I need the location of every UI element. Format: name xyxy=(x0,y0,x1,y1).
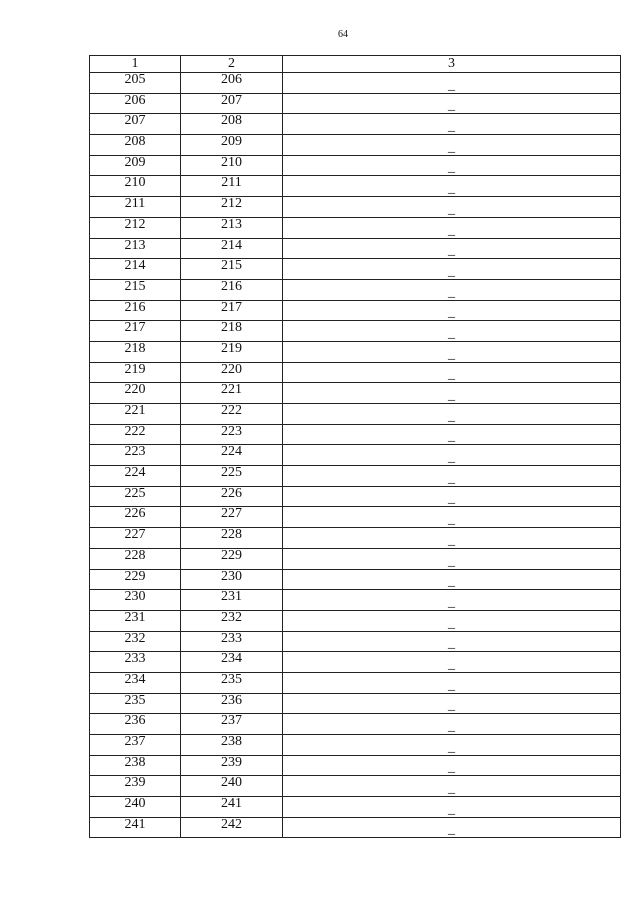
table-row xyxy=(90,528,621,549)
table-cell-col-2: 212 xyxy=(181,197,283,218)
table-cell-col-1: 220 xyxy=(90,383,181,404)
table-cell-col-3: _ xyxy=(283,693,621,714)
table-cell-col-2: 215 xyxy=(181,259,283,280)
table-row xyxy=(90,321,621,342)
table-cell-col-2: 239 xyxy=(181,755,283,776)
table-cell-col-1: 211 xyxy=(90,197,181,218)
table-row xyxy=(90,404,621,425)
table-cell-col-2: 237 xyxy=(181,714,283,735)
table-row xyxy=(90,507,621,528)
table-cell-col-3: _ xyxy=(283,755,621,776)
table-cell-col-1: 221 xyxy=(90,404,181,425)
table-row xyxy=(90,486,621,507)
table-cell-col-2: 220 xyxy=(181,362,283,383)
table-cell-col-2: 240 xyxy=(181,776,283,797)
table-row xyxy=(90,217,621,238)
table-row xyxy=(90,73,621,94)
table-row xyxy=(90,610,621,631)
page-number: 64 xyxy=(338,29,348,40)
table-cell-col-2: 224 xyxy=(181,445,283,466)
table-cell-col-2: 206 xyxy=(181,73,283,94)
table-cell-col-2: 217 xyxy=(181,300,283,321)
table-cell-col-3: _ xyxy=(283,197,621,218)
table-cell-col-2: 225 xyxy=(181,466,283,487)
table-cell-col-2: 235 xyxy=(181,672,283,693)
table-cell-col-2: 222 xyxy=(181,404,283,425)
table-row xyxy=(90,197,621,218)
table-cell-col-3: _ xyxy=(283,321,621,342)
table-cell-col-3: _ xyxy=(283,73,621,94)
table-row xyxy=(90,114,621,135)
table-row xyxy=(90,776,621,797)
table-cell-col-3: _ xyxy=(283,548,621,569)
table-cell-col-1: 212 xyxy=(90,217,181,238)
table-cell-col-3: _ xyxy=(283,362,621,383)
table-cell-col-1: 227 xyxy=(90,528,181,549)
table-row xyxy=(90,548,621,569)
table-row xyxy=(90,755,621,776)
table-cell-col-3: _ xyxy=(283,383,621,404)
table-row xyxy=(90,735,621,756)
table-cell-col-2: 207 xyxy=(181,93,283,114)
column-header-2: 2 xyxy=(181,56,283,73)
table-row xyxy=(90,238,621,259)
table-cell-col-3: _ xyxy=(283,155,621,176)
table-cell-col-1: 210 xyxy=(90,176,181,197)
table-cell-col-3: _ xyxy=(283,259,621,280)
table-cell-col-1: 228 xyxy=(90,548,181,569)
table-cell-col-3: _ xyxy=(283,631,621,652)
table-row xyxy=(90,362,621,383)
table-cell-col-1: 233 xyxy=(90,652,181,673)
table-cell-col-3: _ xyxy=(283,445,621,466)
table-cell-col-3: _ xyxy=(283,610,621,631)
table-cell-col-3: _ xyxy=(283,797,621,818)
table-cell-col-2: 211 xyxy=(181,176,283,197)
table-cell-col-1: 240 xyxy=(90,797,181,818)
table-cell-col-1: 239 xyxy=(90,776,181,797)
table-cell-col-2: 231 xyxy=(181,590,283,611)
table-cell-col-1: 219 xyxy=(90,362,181,383)
table-cell-col-1: 215 xyxy=(90,279,181,300)
table-row xyxy=(90,590,621,611)
table-row xyxy=(90,155,621,176)
table-row xyxy=(90,424,621,445)
table-cell-col-1: 209 xyxy=(90,155,181,176)
table-cell-col-1: 229 xyxy=(90,569,181,590)
table-cell-col-1: 218 xyxy=(90,341,181,362)
table-cell-col-2: 208 xyxy=(181,114,283,135)
table-row xyxy=(90,176,621,197)
table-cell-col-3: _ xyxy=(283,93,621,114)
table-cell-col-3: _ xyxy=(283,486,621,507)
table-cell-col-1: 238 xyxy=(90,755,181,776)
table-cell-col-3: _ xyxy=(283,341,621,362)
table-cell-col-1: 205 xyxy=(90,73,181,94)
table-cell-col-3: _ xyxy=(283,279,621,300)
table-cell-col-2: 227 xyxy=(181,507,283,528)
table-cell-col-3: _ xyxy=(283,424,621,445)
table-cell-col-1: 224 xyxy=(90,466,181,487)
table-row xyxy=(90,259,621,280)
table-cell-col-3: _ xyxy=(283,114,621,135)
table-cell-col-1: 225 xyxy=(90,486,181,507)
table-cell-col-1: 207 xyxy=(90,114,181,135)
table-cell-col-2: 241 xyxy=(181,797,283,818)
table-cell-col-1: 226 xyxy=(90,507,181,528)
table-row xyxy=(90,466,621,487)
table-cell-col-1: 208 xyxy=(90,135,181,156)
table-cell-col-3: _ xyxy=(283,714,621,735)
table-cell-col-3: _ xyxy=(283,404,621,425)
table-cell-col-1: 232 xyxy=(90,631,181,652)
table-header xyxy=(90,56,621,73)
table-cell-col-3: _ xyxy=(283,817,621,838)
header-row xyxy=(90,56,621,73)
table-cell-col-2: 210 xyxy=(181,155,283,176)
table-cell-col-2: 213 xyxy=(181,217,283,238)
table-cell-col-1: 231 xyxy=(90,610,181,631)
table-row xyxy=(90,341,621,362)
table-cell-col-2: 221 xyxy=(181,383,283,404)
table-row xyxy=(90,672,621,693)
table-row xyxy=(90,569,621,590)
table-cell-col-2: 230 xyxy=(181,569,283,590)
table-row xyxy=(90,135,621,156)
table-cell-col-3: _ xyxy=(283,300,621,321)
table-cell-col-2: 216 xyxy=(181,279,283,300)
table-cell-col-2: 229 xyxy=(181,548,283,569)
table-row xyxy=(90,693,621,714)
table-cell-col-3: _ xyxy=(283,569,621,590)
table-cell-col-2: 234 xyxy=(181,652,283,673)
table-cell-col-1: 241 xyxy=(90,817,181,838)
table-cell-col-3: _ xyxy=(283,507,621,528)
data-table xyxy=(89,55,621,838)
table-cell-col-3: _ xyxy=(283,776,621,797)
table-cell-col-2: 232 xyxy=(181,610,283,631)
table-row xyxy=(90,383,621,404)
table-cell-col-3: _ xyxy=(283,238,621,259)
table-row xyxy=(90,817,621,838)
table-row xyxy=(90,652,621,673)
table-cell-col-2: 228 xyxy=(181,528,283,549)
table-cell-col-3: _ xyxy=(283,652,621,673)
table-cell-col-2: 233 xyxy=(181,631,283,652)
table-cell-col-2: 226 xyxy=(181,486,283,507)
table-cell-col-3: _ xyxy=(283,590,621,611)
table-cell-col-1: 236 xyxy=(90,714,181,735)
table-cell-col-3: _ xyxy=(283,466,621,487)
table-cell-col-3: _ xyxy=(283,672,621,693)
column-header-3: 3 xyxy=(283,56,621,73)
table-cell-col-2: 236 xyxy=(181,693,283,714)
table-row xyxy=(90,714,621,735)
table-cell-col-2: 223 xyxy=(181,424,283,445)
table-row xyxy=(90,797,621,818)
table-cell-col-1: 234 xyxy=(90,672,181,693)
table-cell-col-1: 217 xyxy=(90,321,181,342)
table-cell-col-3: _ xyxy=(283,528,621,549)
table-cell-col-3: _ xyxy=(283,735,621,756)
table-cell-col-1: 235 xyxy=(90,693,181,714)
table-row xyxy=(90,631,621,652)
table-cell-col-1: 237 xyxy=(90,735,181,756)
table-cell-col-1: 216 xyxy=(90,300,181,321)
table-cell-col-1: 214 xyxy=(90,259,181,280)
column-header-1: 1 xyxy=(90,56,181,73)
table-cell-col-3: _ xyxy=(283,217,621,238)
table-row xyxy=(90,279,621,300)
table-row xyxy=(90,445,621,466)
table-cell-col-2: 219 xyxy=(181,341,283,362)
table-row xyxy=(90,300,621,321)
table-cell-col-2: 238 xyxy=(181,735,283,756)
table-cell-col-1: 206 xyxy=(90,93,181,114)
table-cell-col-2: 218 xyxy=(181,321,283,342)
table-cell-col-1: 223 xyxy=(90,445,181,466)
table-cell-col-3: _ xyxy=(283,176,621,197)
table-cell-col-2: 214 xyxy=(181,238,283,259)
table-row xyxy=(90,93,621,114)
table-body xyxy=(90,73,621,838)
table-cell-col-3: _ xyxy=(283,135,621,156)
table-cell-col-1: 230 xyxy=(90,590,181,611)
table-cell-col-1: 213 xyxy=(90,238,181,259)
table-cell-col-2: 242 xyxy=(181,817,283,838)
table-cell-col-2: 209 xyxy=(181,135,283,156)
table-cell-col-1: 222 xyxy=(90,424,181,445)
